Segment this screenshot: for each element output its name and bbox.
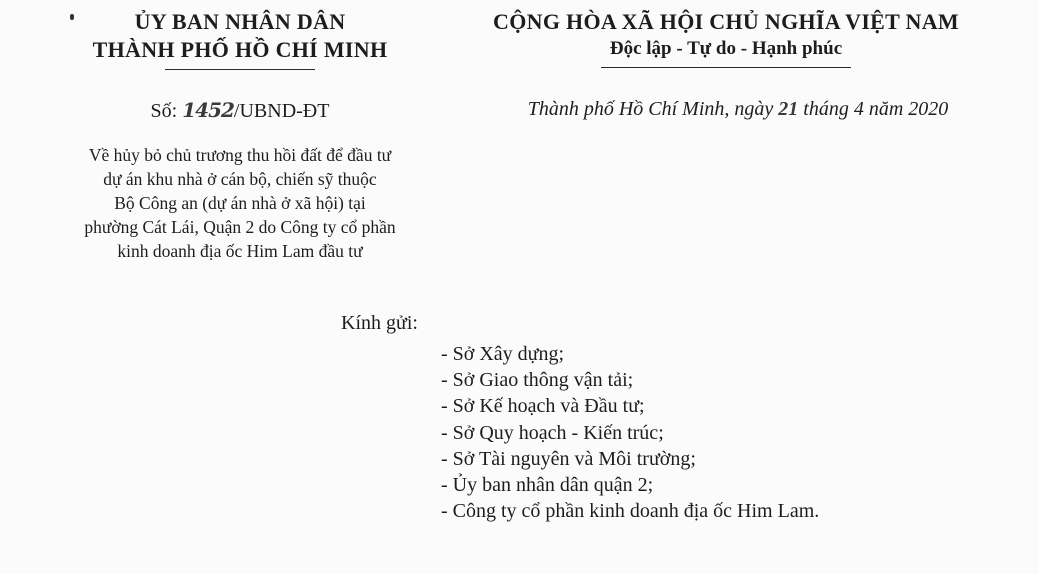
subject-line: dự án khu nhà ở cán bộ, chiến sỹ thuộc <box>103 169 377 189</box>
subject-line: Bộ Công an (dự án nhà ở xã hội) tại <box>114 193 366 213</box>
authority-line-1: ỦY BAN NHÂN DÂN <box>134 9 346 34</box>
date-before: Thành phố Hồ Chí Minh, ngày <box>527 98 774 120</box>
motto-underline <box>601 67 851 68</box>
national-motto: Độc lập - Tự do - Hạnh phúc <box>609 38 843 59</box>
date-after: tháng 4 năm 2020 <box>803 98 949 120</box>
recipient-item: - Ủy ban nhân dân quận 2; <box>441 474 654 497</box>
subject-line: Về hủy bỏ chủ trương thu hồi đất để đầu tư <box>88 145 392 165</box>
recipient-item: - Công ty cổ phần kinh doanh địa ốc Him Lam. <box>441 500 820 523</box>
recipient-list <box>441 341 819 524</box>
authority-underline <box>165 69 315 70</box>
issuing-authority-header <box>40 8 440 70</box>
number-suffix: /UBND-ĐT <box>233 100 330 122</box>
national-header <box>452 8 1000 68</box>
recipient-item: - Sở Quy hoạch - Kiến trúc; <box>441 421 664 444</box>
recipient-item: - Sở Kế hoạch và Đầu tư; <box>441 395 645 418</box>
subject-line: kinh doanh địa ốc Him Lam đầu tư <box>117 241 363 261</box>
authority-line-2: THÀNH PHỐ HỒ CHÍ MINH <box>92 37 388 62</box>
greeting: Kính gửi: <box>341 312 418 334</box>
recipient-item: - Sở Tài nguyên và Môi trường; <box>441 447 696 470</box>
recipient-item: - Sở Giao thông vận tải; <box>441 369 634 392</box>
date-day-handwritten: 21 <box>778 98 799 120</box>
national-title: CỘNG HÒA XÃ HỘI CHỦ NGHĨA VIỆT NAM <box>493 9 959 34</box>
subject-summary <box>40 143 440 263</box>
number-prefix: Số: <box>150 100 178 122</box>
date-line <box>468 98 1008 121</box>
recipient-item: - Sở Xây dựng; <box>441 343 565 365</box>
document-number <box>40 98 440 123</box>
number-handwritten: 1452 <box>182 98 234 122</box>
subject-line: phường Cát Lái, Quận 2 do Công ty cổ phần <box>84 217 396 237</box>
